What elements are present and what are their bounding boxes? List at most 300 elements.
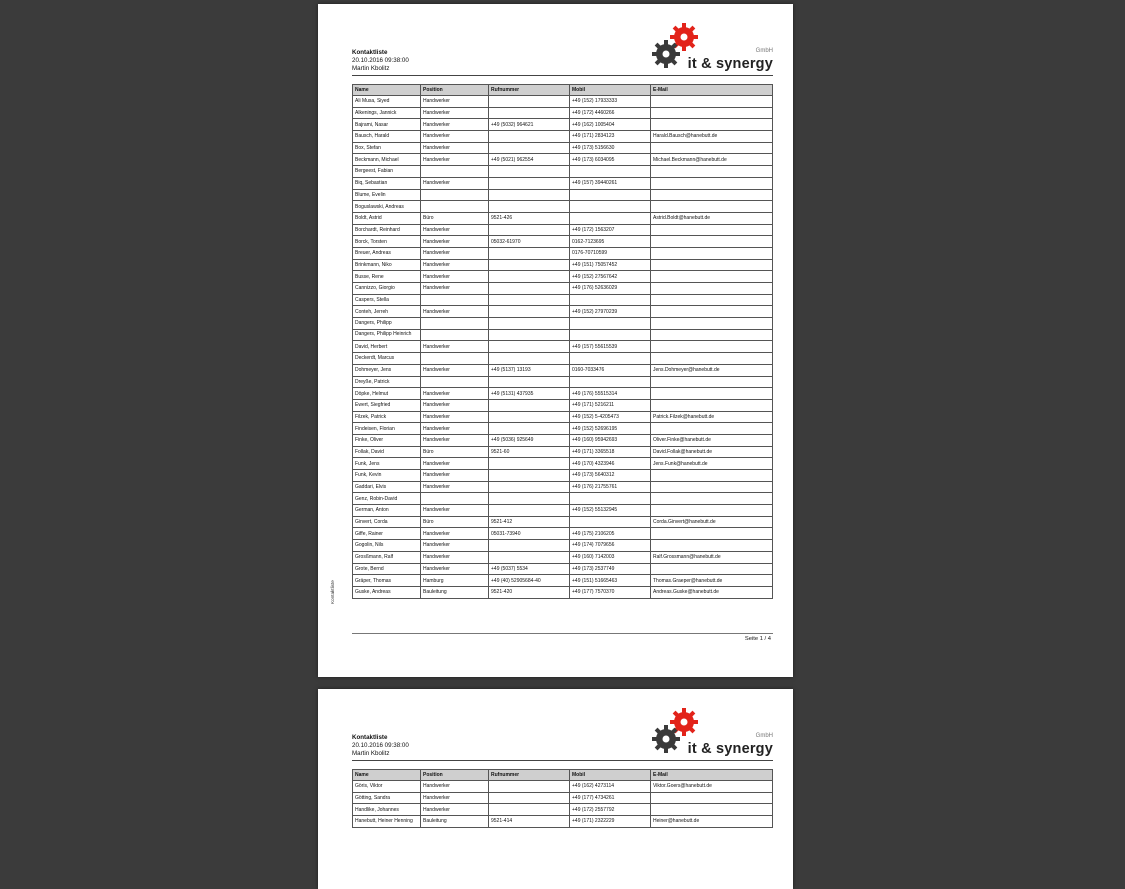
table-row xyxy=(353,259,773,271)
table-row xyxy=(353,201,773,213)
table-cell: Bauleitung xyxy=(421,586,489,598)
table-cell xyxy=(651,247,773,259)
table-cell xyxy=(489,283,570,295)
table-cell: Handwerker xyxy=(421,388,489,400)
table-cell: Giffe, Rainer xyxy=(353,528,421,540)
table-cell: Döpke, Helmut xyxy=(353,388,421,400)
logo-gmbh: GmbH xyxy=(755,733,773,739)
header-divider xyxy=(352,75,773,76)
table-cell xyxy=(651,792,773,804)
table-cell: +49 (173) 5156630 xyxy=(570,142,651,154)
table-cell: Borck, Torsten xyxy=(353,236,421,248)
table-cell xyxy=(651,423,773,435)
company-logo xyxy=(651,707,773,759)
table-cell: 0162-7123695 xyxy=(570,236,651,248)
table-cell: Genz, Robin-David xyxy=(353,493,421,505)
table-cell: Handwerker xyxy=(421,341,489,353)
logo-text: it & synergy xyxy=(687,741,773,757)
table-cell: Handwerker xyxy=(421,528,489,540)
table-cell xyxy=(489,318,570,330)
table-cell: Patrick.Filzek@hanebutt.de xyxy=(651,411,773,423)
table-row xyxy=(353,505,773,517)
table-cell: Handwerker xyxy=(421,458,489,470)
table-cell: +49 (162) 1005404 xyxy=(570,119,651,131)
column-header: Name xyxy=(353,85,421,96)
table-cell: Handwerker xyxy=(421,804,489,816)
table-cell: +49 (5037) 5534 xyxy=(489,563,570,575)
table-row xyxy=(353,575,773,587)
table-cell xyxy=(651,283,773,295)
table-cell: +49 (157) 39440261 xyxy=(570,177,651,189)
table-row xyxy=(353,306,773,318)
table-row xyxy=(353,107,773,119)
table-cell: +49 (173) 2537749 xyxy=(570,563,651,575)
column-header: Position xyxy=(421,770,489,781)
table-row xyxy=(353,119,773,131)
table-cell: Filzek, Patrick xyxy=(353,411,421,423)
table-row xyxy=(353,236,773,248)
table-row xyxy=(353,563,773,575)
contacts-table xyxy=(352,769,773,828)
table-cell xyxy=(489,177,570,189)
table-cell: Ali Musa, Siyed xyxy=(353,96,421,108)
document-page-1 xyxy=(318,4,793,677)
table-cell xyxy=(489,792,570,804)
document-page-2 xyxy=(318,689,793,889)
table-cell: Bergeest, Fabian xyxy=(353,166,421,178)
table-cell: +49 (176) 52636029 xyxy=(570,283,651,295)
table-cell xyxy=(651,259,773,271)
table-cell: Dohmeyer, Jens xyxy=(353,364,421,376)
table-cell: 0176-70710599 xyxy=(570,247,651,259)
table-cell xyxy=(570,329,651,341)
table-cell: Handwerker xyxy=(421,423,489,435)
table-cell: +49 (171) 5216211 xyxy=(570,399,651,411)
table-header-row xyxy=(353,770,773,781)
table-cell: Handwerker xyxy=(421,306,489,318)
table-cell xyxy=(421,493,489,505)
table-cell: +49 (5032) 964621 xyxy=(489,119,570,131)
table-cell: Boguslawski, Andreas xyxy=(353,201,421,213)
table-row xyxy=(353,154,773,166)
table-cell xyxy=(489,399,570,411)
table-cell xyxy=(651,318,773,330)
table-cell: Biq, Sebastian xyxy=(353,177,421,189)
table-cell xyxy=(489,493,570,505)
table-cell xyxy=(651,804,773,816)
table-row xyxy=(353,781,773,793)
table-row xyxy=(353,271,773,283)
table-cell: +49 (175) 2106205 xyxy=(570,528,651,540)
table-cell xyxy=(651,341,773,353)
column-header: E-Mail xyxy=(651,770,773,781)
table-cell: +49 (152) 27567642 xyxy=(570,271,651,283)
table-cell: Bajrami, Nasar xyxy=(353,119,421,131)
table-row xyxy=(353,283,773,295)
document-date: 20.10.2016 09:38:00 xyxy=(352,742,409,749)
table-cell xyxy=(570,212,651,224)
table-cell xyxy=(651,399,773,411)
table-cell xyxy=(651,166,773,178)
table-cell: +49 (5131) 437935 xyxy=(489,388,570,400)
table-row xyxy=(353,493,773,505)
footer-divider xyxy=(352,633,773,634)
table-cell: +49 (172) 2557792 xyxy=(570,804,651,816)
table-cell xyxy=(651,177,773,189)
table-cell: 9521-60 xyxy=(489,446,570,458)
table-cell: +49 (151) 51665463 xyxy=(570,575,651,587)
table-cell xyxy=(489,804,570,816)
table-cell: Dangers, Philipp xyxy=(353,318,421,330)
table-cell xyxy=(489,166,570,178)
table-cell xyxy=(489,551,570,563)
table-cell: Handwerker xyxy=(421,107,489,119)
table-cell: Grosßmann, Ralf xyxy=(353,551,421,563)
table-cell xyxy=(421,376,489,388)
table-cell: Beckmann, Michael xyxy=(353,154,421,166)
table-cell xyxy=(421,189,489,201)
table-cell xyxy=(651,528,773,540)
table-row xyxy=(353,212,773,224)
table-cell: Jens.Funk@hanebutt.de xyxy=(651,458,773,470)
table-cell: 05032-61970 xyxy=(489,236,570,248)
table-cell xyxy=(570,318,651,330)
document-title: Kontaktliste xyxy=(352,734,388,741)
column-header: Position xyxy=(421,85,489,96)
table-row xyxy=(353,131,773,143)
table-row xyxy=(353,96,773,108)
table-row xyxy=(353,376,773,388)
table-cell: +49 (171) 2834123 xyxy=(570,131,651,143)
table-cell xyxy=(651,142,773,154)
table-cell: Handwerker xyxy=(421,540,489,552)
table-cell: Astrid.Boldt@hanebutt.de xyxy=(651,212,773,224)
table-cell xyxy=(489,376,570,388)
table-cell: Busse, Rene xyxy=(353,271,421,283)
table-cell xyxy=(421,294,489,306)
document-author: Martin Kbolitz xyxy=(352,750,390,757)
table-row xyxy=(353,528,773,540)
table-cell xyxy=(489,142,570,154)
column-header: Rufnummer xyxy=(489,85,570,96)
table-cell: Handwerker xyxy=(421,142,489,154)
table-cell xyxy=(489,423,570,435)
table-row xyxy=(353,329,773,341)
table-cell: Finke, Oliver xyxy=(353,434,421,446)
table-cell: Corda.Ginvert@hanebutt.de xyxy=(651,516,773,528)
table-row xyxy=(353,318,773,330)
table-row xyxy=(353,177,773,189)
table-cell: +49 (160) 7142003 xyxy=(570,551,651,563)
table-cell: 9521-412 xyxy=(489,516,570,528)
table-cell: +49 (40) 52905684-40 xyxy=(489,575,570,587)
document-title: Kontaktliste xyxy=(352,49,388,56)
table-row xyxy=(353,166,773,178)
table-cell xyxy=(570,376,651,388)
table-row xyxy=(353,446,773,458)
table-row xyxy=(353,423,773,435)
table-cell: Büro xyxy=(421,446,489,458)
table-cell: Handwerker xyxy=(421,470,489,482)
table-cell xyxy=(489,470,570,482)
table-cell: +49 (177) 7570370 xyxy=(570,586,651,598)
table-row xyxy=(353,481,773,493)
table-cell: Grote, Bernd xyxy=(353,563,421,575)
table-cell xyxy=(651,563,773,575)
table-row xyxy=(353,540,773,552)
table-cell: 9521-420 xyxy=(489,586,570,598)
table-cell xyxy=(489,131,570,143)
table-cell: Thomas.Graeper@hanebutt.de xyxy=(651,575,773,587)
table-cell xyxy=(489,353,570,365)
table-row xyxy=(353,341,773,353)
table-cell: Funk, Jens xyxy=(353,458,421,470)
table-cell: Bauleitung xyxy=(421,816,489,828)
table-cell: +49 (5137) 13193 xyxy=(489,364,570,376)
table-cell xyxy=(570,166,651,178)
table-cell xyxy=(489,96,570,108)
contacts-table-body xyxy=(353,781,773,828)
table-cell: Borchardt, Reinhard xyxy=(353,224,421,236)
table-cell: Handwerker xyxy=(421,96,489,108)
table-cell: Handwerker xyxy=(421,505,489,517)
table-cell: Box, Stefan xyxy=(353,142,421,154)
table-cell: +49 (174) 7079656 xyxy=(570,540,651,552)
table-cell: Deckerdt, Marcus xyxy=(353,353,421,365)
table-cell xyxy=(651,353,773,365)
document-author: Martin Kbolitz xyxy=(352,65,390,72)
table-cell: +49 (152) 55132945 xyxy=(570,505,651,517)
page-header xyxy=(352,49,409,73)
table-cell: +49 (172) 4460266 xyxy=(570,107,651,119)
table-cell xyxy=(489,201,570,213)
table-row xyxy=(353,411,773,423)
table-cell: Oliver.Finke@hanebutt.de xyxy=(651,434,773,446)
table-row xyxy=(353,224,773,236)
column-header: E-Mail xyxy=(651,85,773,96)
table-cell: Göris, Viktor xyxy=(353,781,421,793)
table-cell: Viktor.Goers@hanebutt.de xyxy=(651,781,773,793)
table-cell: Andreas.Guske@hanebutt.de xyxy=(651,586,773,598)
table-cell xyxy=(651,96,773,108)
table-cell xyxy=(421,201,489,213)
table-cell: +49 (152) 5-4205473 xyxy=(570,411,651,423)
table-cell: Handwerker xyxy=(421,236,489,248)
table-cell: Hanebutt, Heiner Henning xyxy=(353,816,421,828)
table-row xyxy=(353,247,773,259)
table-cell xyxy=(489,781,570,793)
table-cell xyxy=(489,107,570,119)
table-cell: +49 (177) 4734261 xyxy=(570,792,651,804)
table-cell: +49 (176) 55515314 xyxy=(570,388,651,400)
table-cell: +49 (152) 52696195 xyxy=(570,423,651,435)
table-cell xyxy=(489,458,570,470)
table-cell: +49 (173) 6034095 xyxy=(570,154,651,166)
table-cell: Cannizzo, Giorgio xyxy=(353,283,421,295)
table-cell: 9521-414 xyxy=(489,816,570,828)
table-cell: Handwerker xyxy=(421,364,489,376)
table-cell: Harald.Bausch@hanebutt.de xyxy=(651,131,773,143)
table-cell xyxy=(489,341,570,353)
table-cell: +49 (152) 17933333 xyxy=(570,96,651,108)
page-header xyxy=(352,734,409,758)
logo-gmbh: GmbH xyxy=(755,48,773,54)
table-cell: Handwerker xyxy=(421,177,489,189)
table-cell xyxy=(489,306,570,318)
table-cell: Götting, Sandra xyxy=(353,792,421,804)
table-cell: Ralf.Grossmann@hanebutt.de xyxy=(651,551,773,563)
table-cell xyxy=(651,388,773,400)
table-cell: Handwerker xyxy=(421,563,489,575)
table-cell: Handwerker xyxy=(421,399,489,411)
table-cell: Gaddari, Elvis xyxy=(353,481,421,493)
table-cell: +49 (170) 4323946 xyxy=(570,458,651,470)
company-logo xyxy=(651,22,773,74)
column-header: Name xyxy=(353,770,421,781)
table-cell: Caspers, Stella xyxy=(353,294,421,306)
table-cell: +49 (157) 55615539 xyxy=(570,341,651,353)
table-cell: Hamburg xyxy=(421,575,489,587)
table-cell: +49 (171) 3365518 xyxy=(570,446,651,458)
table-cell: +49 (160) 95942693 xyxy=(570,434,651,446)
table-cell xyxy=(570,493,651,505)
table-cell xyxy=(489,540,570,552)
table-cell xyxy=(651,505,773,517)
table-cell: Handwerker xyxy=(421,247,489,259)
table-row xyxy=(353,364,773,376)
table-cell xyxy=(651,470,773,482)
table-cell: German, Anton xyxy=(353,505,421,517)
table-cell: Handwerker xyxy=(421,481,489,493)
table-cell: Handlike, Johannes xyxy=(353,804,421,816)
column-header: Mobil xyxy=(570,85,651,96)
table-cell xyxy=(651,376,773,388)
table-cell: +49 (152) 27970239 xyxy=(570,306,651,318)
table-cell xyxy=(489,505,570,517)
table-cell: Gräper, Thomas xyxy=(353,575,421,587)
table-cell: Handwerker xyxy=(421,271,489,283)
table-cell xyxy=(489,247,570,259)
table-cell: Handwerker xyxy=(421,792,489,804)
table-row xyxy=(353,804,773,816)
table-cell xyxy=(489,329,570,341)
table-cell: Guske, Andreas xyxy=(353,586,421,598)
table-cell: Michael.Beckmann@hanebutt.de xyxy=(651,154,773,166)
side-label: Kontaktliste xyxy=(330,580,335,604)
table-cell: Breuer, Andreas xyxy=(353,247,421,259)
table-cell xyxy=(489,411,570,423)
table-cell xyxy=(489,481,570,493)
table-cell xyxy=(651,236,773,248)
table-cell: Findeisen, Florian xyxy=(353,423,421,435)
table-cell xyxy=(651,294,773,306)
table-cell: Bausch, Harald xyxy=(353,131,421,143)
table-row xyxy=(353,399,773,411)
table-cell: Handwerker xyxy=(421,154,489,166)
table-cell: +49 (171) 2322229 xyxy=(570,816,651,828)
table-cell xyxy=(651,540,773,552)
table-cell: Büro xyxy=(421,516,489,528)
table-cell: Brinkmann, Niko xyxy=(353,259,421,271)
table-row xyxy=(353,516,773,528)
table-cell: 05031-73940 xyxy=(489,528,570,540)
table-cell xyxy=(570,353,651,365)
table-cell: Heiner@hanebutt.de xyxy=(651,816,773,828)
logo-text: it & synergy xyxy=(687,56,773,72)
table-cell: 0160-7033476 xyxy=(570,364,651,376)
dark-gear-icon xyxy=(651,724,681,754)
table-cell: Büro xyxy=(421,212,489,224)
table-cell: Handwerker xyxy=(421,781,489,793)
table-row xyxy=(353,142,773,154)
table-cell: +49 (5036) 925649 xyxy=(489,434,570,446)
page-number: Seite 1 / 4 xyxy=(744,636,771,642)
table-cell xyxy=(651,189,773,201)
table-row xyxy=(353,792,773,804)
table-cell xyxy=(489,189,570,201)
table-cell: Funk, Kevin xyxy=(353,470,421,482)
table-cell xyxy=(570,189,651,201)
table-cell xyxy=(489,294,570,306)
contacts-table-body xyxy=(353,96,773,599)
table-cell: Follak, David xyxy=(353,446,421,458)
table-header-row xyxy=(353,85,773,96)
contacts-table xyxy=(352,84,773,599)
table-cell xyxy=(651,201,773,213)
table-cell: David, Herbert xyxy=(353,341,421,353)
table-cell: +49 (151) 75057452 xyxy=(570,259,651,271)
table-cell: David.Follak@hanebutt.de xyxy=(651,446,773,458)
table-cell xyxy=(489,259,570,271)
table-row xyxy=(353,470,773,482)
table-cell xyxy=(651,481,773,493)
table-cell: Dangers, Philipp Heinrich xyxy=(353,329,421,341)
table-cell: Ginvert, Corda xyxy=(353,516,421,528)
table-cell xyxy=(651,306,773,318)
table-cell xyxy=(570,294,651,306)
table-cell: Alkenings, Jannick xyxy=(353,107,421,119)
table-cell xyxy=(651,493,773,505)
table-cell: Blume, Evelin xyxy=(353,189,421,201)
table-row xyxy=(353,458,773,470)
table-row xyxy=(353,189,773,201)
table-cell: +49 (5021) 962554 xyxy=(489,154,570,166)
table-cell: Handwerker xyxy=(421,551,489,563)
column-header: Mobil xyxy=(570,770,651,781)
dark-gear-icon xyxy=(651,39,681,69)
table-cell: Dreyße, Patrick xyxy=(353,376,421,388)
table-cell xyxy=(421,353,489,365)
table-cell xyxy=(570,516,651,528)
table-cell: +49 (162) 4273114 xyxy=(570,781,651,793)
table-cell xyxy=(421,329,489,341)
table-cell xyxy=(570,201,651,213)
table-row xyxy=(353,586,773,598)
table-cell xyxy=(651,224,773,236)
table-cell: +49 (173) 5640312 xyxy=(570,470,651,482)
table-cell xyxy=(651,329,773,341)
table-cell xyxy=(489,224,570,236)
table-cell: Boldt, Astrid xyxy=(353,212,421,224)
table-cell: Gogolin, Nils xyxy=(353,540,421,552)
table-cell: Conteh, Jerreh xyxy=(353,306,421,318)
table-row xyxy=(353,816,773,828)
table-cell xyxy=(651,271,773,283)
table-row xyxy=(353,353,773,365)
table-row xyxy=(353,294,773,306)
table-cell xyxy=(421,318,489,330)
table-row xyxy=(353,434,773,446)
